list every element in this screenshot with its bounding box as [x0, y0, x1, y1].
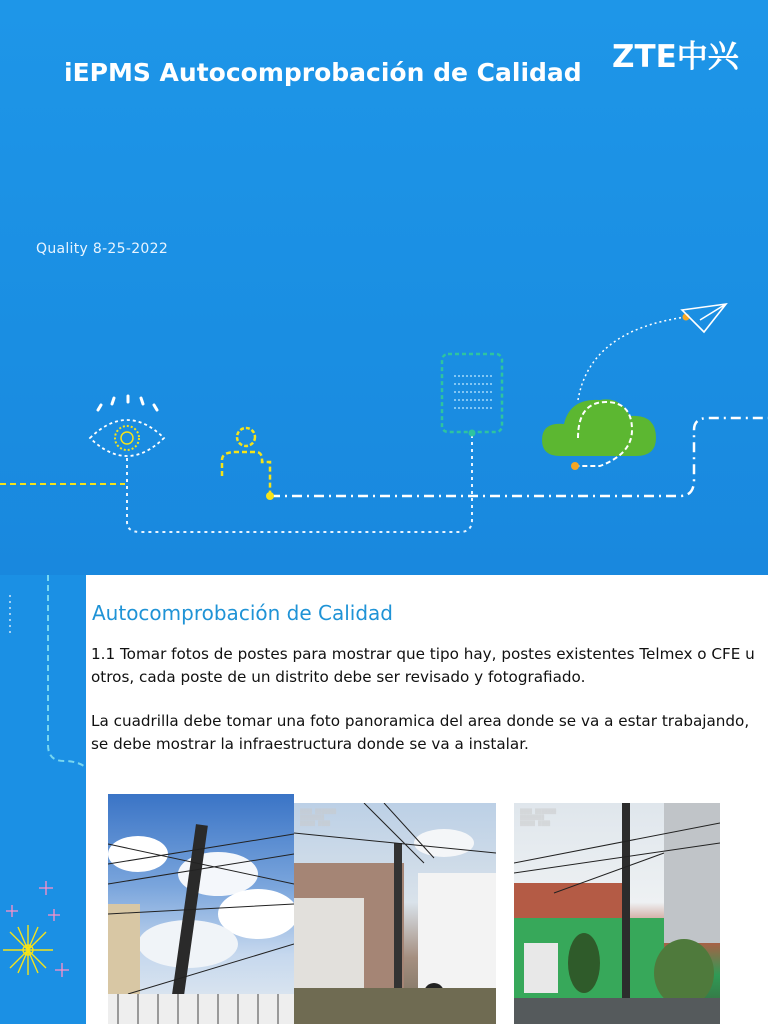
slide-title: iEPMS Autocomprobación de Calidad — [64, 58, 582, 87]
content-slide — [0, 575, 768, 1024]
eye-icon — [90, 396, 164, 456]
date-label: Quality 8-25-2022 — [36, 241, 169, 257]
document-icon — [442, 354, 502, 437]
photo-utility-pole-1 — [108, 794, 294, 1024]
content-panel — [86, 575, 768, 1024]
section-heading: Autocomprobación de Calidad — [92, 601, 393, 625]
side-decoration — [0, 575, 86, 1024]
zte-logo — [612, 36, 744, 76]
photo-green-house: ▒▒▒▒ ▒▒▒▒▒▒▒ ▒▒▒▒▒▒▒▒ ▒▒▒▒▒ ▒▒▒▒ — [514, 803, 720, 1024]
photo-street-truck: ▒▒▒▒ ▒▒▒▒▒▒▒ ▒▒▒▒▒▒▒▒ ▒▒▒▒▒ ▒▒▒▒ — [294, 803, 496, 1024]
instruction-paragraph-2: La cuadrilla debe tomar una foto panoramica del area donde se va a estar trabajando, se debe mostrar la infraestructura donde se va a instalar. — [91, 712, 750, 753]
instruction-paragraph-1: 1.1 Tomar fotos de postes para mostrar que tipo hay, postes existentes Telmex o CFE u otros, cada poste de un distrito debe ser revisado y fotografiado. — [91, 645, 755, 686]
sparkle-icon — [3, 925, 53, 975]
process-illustration — [0, 290, 768, 550]
person-icon — [222, 428, 274, 500]
cloud-icon — [542, 314, 690, 471]
logo-text: ZTE中兴 — [612, 39, 739, 75]
